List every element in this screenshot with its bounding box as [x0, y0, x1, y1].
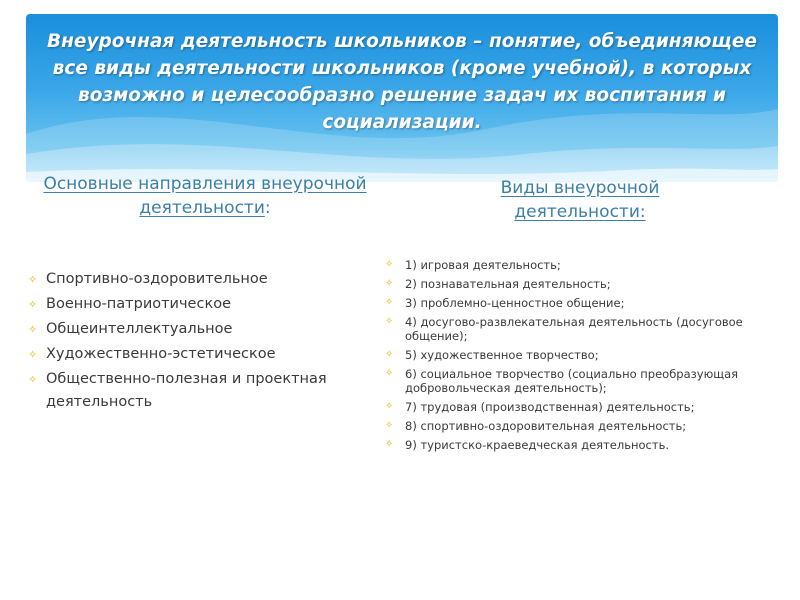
title-banner [26, 14, 778, 182]
left-heading-text: Основные направления внеурочной деятельности [43, 174, 367, 218]
list-item: ✧ 2) познавательная деятельность; [385, 277, 785, 291]
right-column-heading [450, 176, 710, 224]
left-column-heading [40, 172, 370, 220]
slide-title: Внеурочная деятельность школьников – понятие, объединяющее все виды деятельности школьников (кроме учебной), в которых возможно и целесообразно решение задач их воспитания и социализации. [47, 31, 757, 133]
activity-types-list [385, 258, 785, 457]
directions-list [28, 268, 358, 416]
list-item: ✧ 6) социальное творчество (социально преобразующая добровольческая деятельность); [385, 367, 785, 395]
list-item: ✧ 3) проблемно-ценностное общение; [385, 296, 785, 310]
left-heading-colon: : [264, 198, 271, 218]
list-item: ✧ Общественно-полезная и проектная деятельность [28, 368, 358, 414]
list-item: ✧ Общеинтеллектуальное [28, 318, 358, 341]
right-heading-text: Виды внеурочной деятельности: [500, 178, 660, 222]
list-item: ✧ 7) трудовая (производственная) деятельность; [385, 400, 785, 414]
list-item: ✧ Спортивно-оздоровительное [28, 268, 358, 291]
list-item: ✧ 4) досугово-развлекательная деятельность (досуговое общение); [385, 315, 785, 343]
list-item: ✧ 1) игровая деятельность; [385, 258, 785, 272]
list-item: ✧ Военно-патриотическое [28, 293, 358, 316]
list-item: ✧ Художественно-эстетическое [28, 343, 358, 366]
list-item: ✧ 8) спортивно-оздоровительная деятельность; [385, 419, 785, 433]
list-item: ✧ 5) художественное творчество; [385, 348, 785, 362]
list-item: ✧ 9) туристско-краеведческая деятельность. [385, 438, 785, 452]
